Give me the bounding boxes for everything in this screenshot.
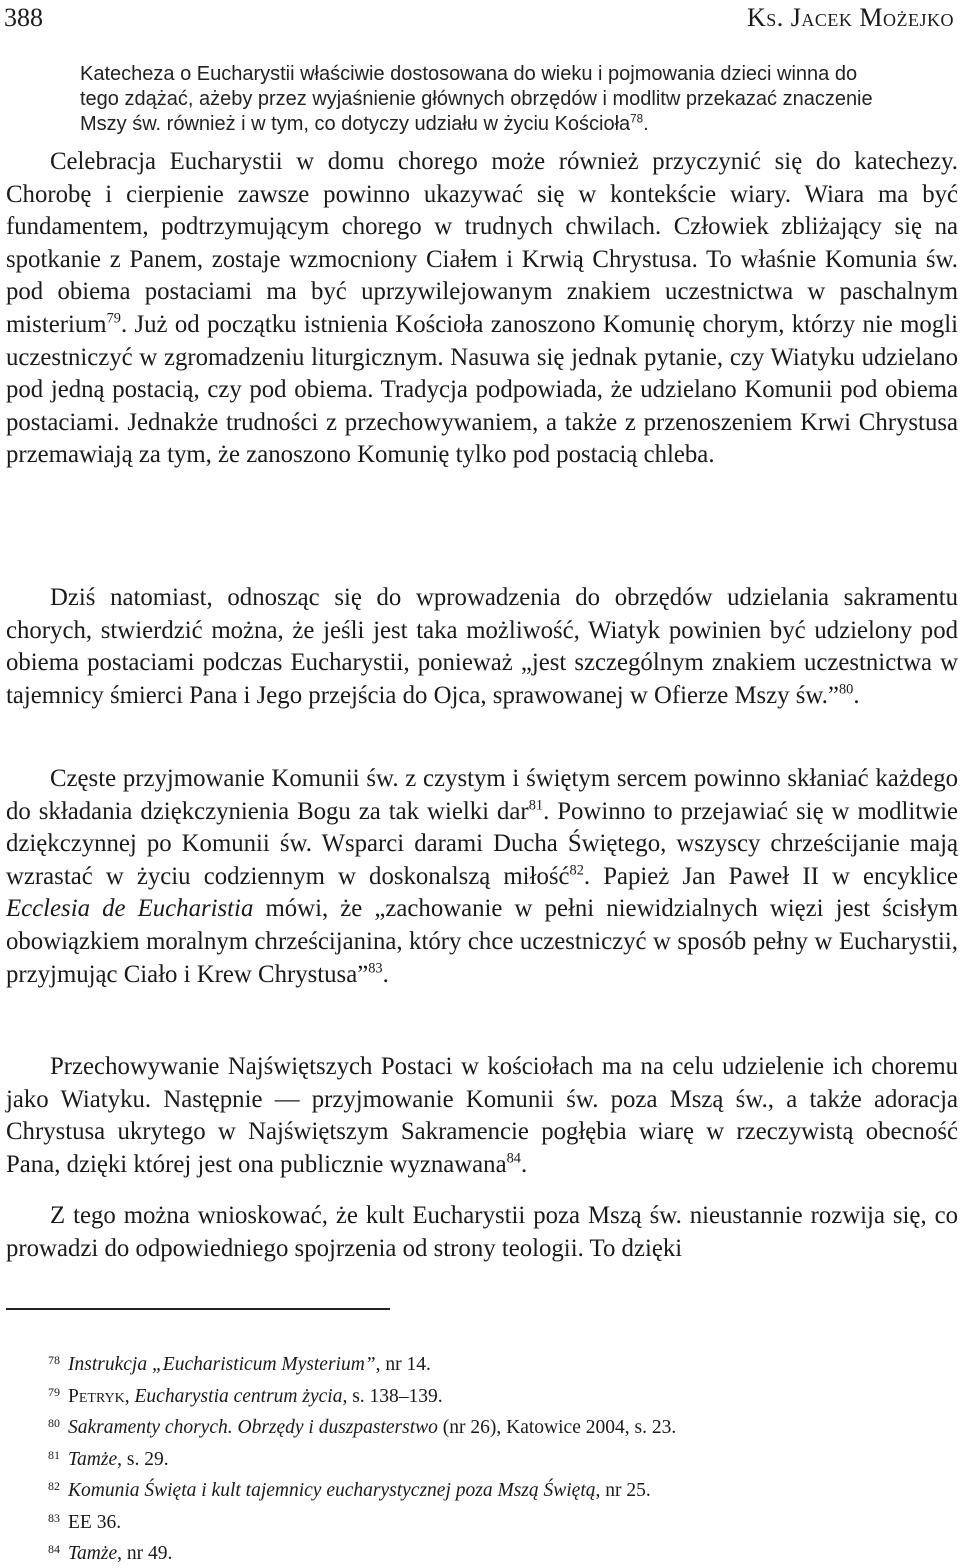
footnote-ref: 81 bbox=[528, 797, 544, 814]
footnote bbox=[48, 1473, 928, 1505]
footnote-number: 82 bbox=[48, 1479, 60, 1493]
text-run: , bbox=[124, 1385, 135, 1407]
running-header-author: Ks. Jacek Możejko bbox=[746, 3, 954, 32]
author-name: Petryk bbox=[68, 1385, 125, 1407]
footnote bbox=[48, 1410, 928, 1442]
footnote-number: 84 bbox=[48, 1542, 60, 1556]
footnote-ref: 79 bbox=[106, 310, 121, 327]
text-run: Częste przyjmowanie Komunii św. z czystym i świętym sercem powinno skłaniać każdego do składania dziękczynienia Bogu za tak wielki dar bbox=[6, 765, 958, 825]
intro-paragraph bbox=[80, 62, 886, 137]
text-run: Celebracja Eucharystii w domu chorego może również przyczynić się do katechezy. Chorobę i cierpienie zawsze powinno ukazywać się w kontekście wiary. Wiara ma być fundamentem, podtrzymującym chorego w trudnych chwilach. Człowiek zbliżający się na spotkanie z Panem, zostaje wzmocniony Ciałem i Krwią Chrystusa. To właśnie Komunia św. pod obiema postaciami ma być uprzywilejowanym znakiem uczestnictwa w paschalnym misterium bbox=[6, 148, 958, 338]
text-run: Dziś natomiast, odnosząc się do wprowadzenia do obrzędów udzielania sakramentu chorych, stwierdzić można, że jeśli jest taka możliwość, Wiatyk powinien być udzielony pod obiema postaciami podczas Eucharystii, ponieważ „jest szczególnym znakiem uczestnictwa w tajemnicy śmierci Pana i Jego przejścia do Ojca, sprawowanej w Ofierze Mszy św.” bbox=[6, 584, 958, 709]
italic-text: Sakramenty chorych. Obrzędy i duszpasterstwo bbox=[68, 1417, 438, 1438]
footnote-ref: 84 bbox=[506, 1150, 521, 1167]
italic-text: Ecclesia de Eucharistia bbox=[6, 895, 254, 923]
page-number: 388 bbox=[4, 3, 43, 32]
footnote bbox=[48, 1505, 928, 1537]
text-run: . bbox=[853, 681, 860, 709]
text-run: . bbox=[520, 1150, 528, 1178]
footnote-number: 78 bbox=[48, 1353, 60, 1367]
text-run: . Już od początku istnienia Kościoła zanoszono Komunię chorym, którzy nie mogli uczestniczyć w zgromadzeniu liturgicznym. Nasuwa się jednak pytanie, czy Wiatyku udzielano pod jedną postacią, czy pod obiema. Tradycja podpowiada, że udzielano Komunii pod obiema postaciami. Jednakże trudności z przechowywaniem, a także z przenoszeniem Krwi Chrystusa przemawiają za tym, że zanoszono Komunię tylko pod postacią chleba. bbox=[6, 310, 958, 469]
footnote bbox=[48, 1379, 928, 1411]
text-run: , s. 29. bbox=[117, 1448, 169, 1470]
text-run: . bbox=[382, 960, 389, 988]
text-run: , nr 25. bbox=[595, 1480, 651, 1501]
text-run: mówi, że „zachowanie w pełni niewidzialnych więzi jest ścisłym obowiązkiem moralnym chrześcijanina, który chce uczestniczyć w sposób pełny w Eucharystii, przyjmując Ciało i Krew Chrystusa” bbox=[6, 895, 959, 988]
text-run: , nr 49. bbox=[117, 1543, 173, 1564]
text-run: Z tego można wnioskować, że kult Eucharystii poza Mszą św. nieustannie rozwija się, co prowadzi do odpowiedniego spojrzenia od strony teologii. To dzięki bbox=[6, 1202, 958, 1262]
footnotes bbox=[48, 1347, 928, 1568]
footnote-number: 79 bbox=[48, 1384, 60, 1399]
italic-text: Tamże bbox=[68, 1543, 118, 1564]
text-run: , nr 14. bbox=[375, 1354, 431, 1375]
italic-text: Tamże bbox=[68, 1448, 118, 1470]
italic-text: Eucharystia centrum życia bbox=[134, 1385, 343, 1407]
body-paragraph bbox=[6, 582, 958, 712]
footnote bbox=[48, 1347, 928, 1379]
text-run: , s. 138–139. bbox=[342, 1385, 443, 1407]
text-run: EE 36. bbox=[68, 1511, 122, 1533]
italic-text: Instrukcja „Eucharisticum Mysterium” bbox=[68, 1354, 376, 1375]
intro-text-end: . bbox=[643, 113, 649, 135]
italic-text: Komunia Święta i kult tajemnicy eucharystycznej poza Mszą Świętą bbox=[68, 1480, 596, 1501]
footnote-ref: 83 bbox=[368, 960, 383, 977]
footnote-number: 81 bbox=[48, 1447, 60, 1462]
footnote-ref: 78 bbox=[630, 112, 644, 126]
footnote-separator bbox=[6, 1308, 390, 1310]
body-paragraph bbox=[6, 1051, 958, 1181]
footnote-ref: 80 bbox=[838, 681, 854, 698]
footnote-number: 80 bbox=[48, 1416, 60, 1430]
footnote bbox=[48, 1442, 928, 1474]
footnote-number: 83 bbox=[48, 1510, 60, 1525]
body-paragraph bbox=[6, 146, 958, 472]
footnote bbox=[48, 1536, 928, 1568]
text-run: (nr 26), Katowice 2004, s. 23. bbox=[437, 1417, 677, 1438]
intro-text: Katecheza o Eucharystii właściwie dostosowana do wieku i pojmowania dzieci winna do tego zdążać, ażeby przez wyjaśnienie głównych obrzędów i modlitw przekazać znaczenie Mszy św. również i w tym, co dotyczy udziału w życiu Kościoła bbox=[80, 63, 873, 135]
body-paragraph bbox=[6, 1200, 958, 1265]
footnote-ref: 82 bbox=[569, 862, 584, 879]
text-run: . Papież Jan Paweł II w encyklice bbox=[583, 862, 958, 890]
text-run: . Powinno to przejawiać się w modlitwie dziękczynnej po Komunii św. Wsparci darami Ducha Świętego, wszyscy chrześcijanie mają wzrastać w życiu codziennym w doskonalszą miłość bbox=[6, 797, 958, 890]
body-paragraph bbox=[6, 763, 958, 991]
text-run: Przechowywanie Najświętszych Postaci w kościołach ma na celu udzielenie ich choremu jako Wiatyku. Następnie — przyjmowanie Komunii św. poza Mszą św., a także adoracja Chrystusa ukrytego w Najświętszym Sakramencie pogłębia wiarę w rzeczywistą obecność Pana, dzięki której jest ona publicznie wyznawana bbox=[6, 1053, 958, 1178]
